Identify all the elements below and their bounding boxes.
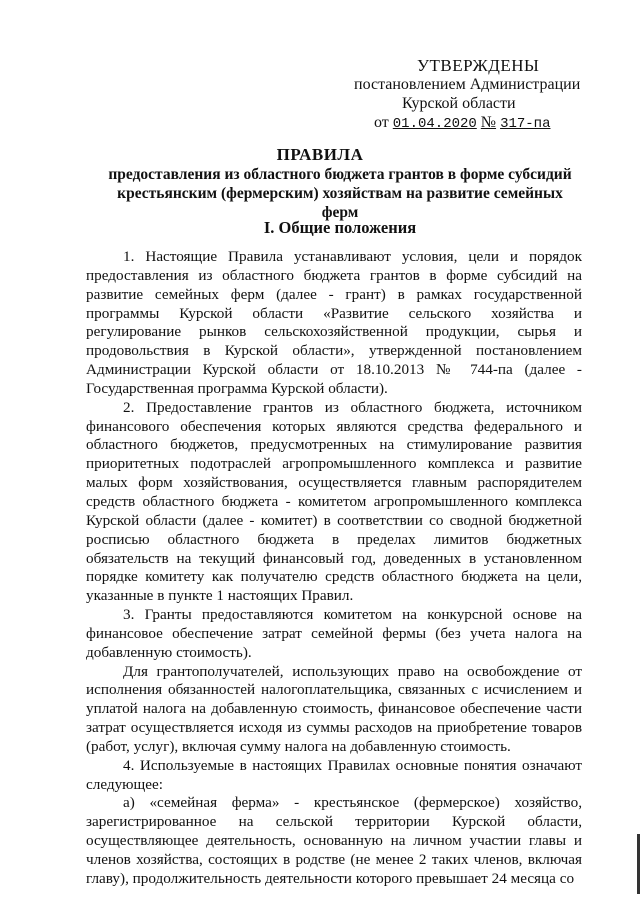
approval-line-decree: постановлением Администрации — [354, 76, 581, 93]
paragraph-4a: а) «семейная ферма» - крестьянское (фермерское) хозяйство, зарегистрированное на сельской территории Курской области, осуществляющее деятельность, основанную на личном участии главы и членов хозяйства, состоящих в родстве (не менее 2 таких членов, включая главу), продолжительность деятельности которого превышает 24 месяца со — [86, 794, 582, 887]
approval-line-date — [374, 113, 602, 134]
approval-date: 01.04.2020 — [392, 116, 477, 132]
paragraph-3: 3. Гранты предоставляются комитетом на конкурсной основе на финансовое обеспечение затрат семейной фермы (без учета налога на добавленную стоимость). — [86, 606, 582, 661]
document-title: ПРАВИЛА — [276, 145, 364, 164]
date-prefix: от — [374, 114, 389, 131]
paragraph-1: 1. Настоящие Правила устанавливают условия, цели и порядок предоставления из областного бюджета грантов в форме субсидий на развитие семейных ферм (далее - грант) в рамках государственной программы Курской области «Развитие сельского хозяйства и регулирование рынков сельскохозяйственной продукции, сырья и продовольствия в Курской области», утвержденной постановлением Администрации Курской области от 18.10.2013 № 744-па (далее - Государственная программа Курской области). — [86, 248, 582, 397]
paragraph-3-cont: Для грантополучателей, использующих право на освобождение от исполнения обязанностей налогоплательщика, связанных с исчислением и уплатой налога на добавленную стоимость, финансовое обеспечение части затрат осуществляется исходя из суммы расходов на приобретение товаров (работ, услуг), включая сумму налога на добавленную стоимость. — [86, 662, 582, 755]
approval-block — [354, 56, 602, 134]
document-subtitle: предоставления из областного бюджета грантов в форме субсидий крестьянским (фермерским) хозяйствам на развитие семейных ферм — [108, 166, 572, 221]
document-body — [86, 248, 582, 889]
paragraph-4: 4. Используемые в настоящих Правилах основные понятия означают следующее: — [86, 756, 582, 793]
approval-number: 317-па — [500, 116, 551, 132]
approval-line-region: Курской области — [402, 95, 516, 112]
section-heading: I. Общие положения — [263, 218, 417, 237]
paragraph-2: 2. Предоставление грантов из областного бюджета, источником финансового обеспечения которых являются средства федерального и областного бюджетов, предусмотренных на стимулирование развития приоритетных подотраслей агропромышленного комплекса и развитие малых форм хозяйствования, осуществляется главным распорядителем средств областного бюджета - комитетом агропромышленного комплекса Курской области (далее - комитет) в соответствии со сводной бюджетной росписью областного бюджета в пределах лимитов бюджетных обязательств на текущий финансовый год, доведенных в установленном порядке комитету как получателю средств областного бюджета на цели, указанные в пункте 1 настоящих Правил. — [86, 398, 582, 605]
number-label: № — [480, 114, 497, 131]
approval-title: УТВЕРЖДЕНЫ — [417, 56, 540, 75]
